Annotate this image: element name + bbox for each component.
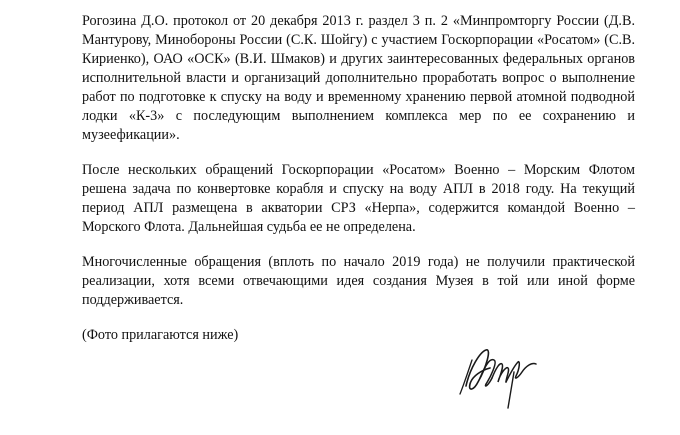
paragraph-protocol: Рогозина Д.О. протокол от 20 декабря 2013 г. раздел 3 п. 2 «Минпромторгу России (Д.В. Мантурову, Минобороны России (С.К. Шойгу) с участием Госкорпорации «Росатом» (С.В. Кириенко), ОАО «ОСК» (В.И. Шмаков) и других заинтересованных федеральных органов исполнительной власти и организаций дополнительно проработать вопрос о выполнение работ по подготовке к спуску на воду и временному хранению первой атомной подводной лодки «К-3» с последующим выполнением комплекса мер по ее сохранению и музеефикации». [82, 13, 635, 143]
signature-icon [456, 338, 544, 410]
paragraph-conversion: После нескольких обращений Госкорпорации «Росатом» Военно – Морским Флотом решена задача по конвертовке корабля и спуску на воду АПЛ в 2018 году. На текущий период АПЛ размещена в акватории СРЗ «Нерпа», содержится командой Военно – Морского Флота. Дальнейшая судьба ее не определена. [82, 162, 635, 235]
document-body [82, 12, 635, 361]
photo-note: (Фото прилагаются ниже) [82, 327, 239, 343]
paragraph-appeals: Многочисленные обращения (вплоть по начало 2019 года) не получили практической реализации, хотя всеми отвечающими идея создания Музея в той или иной форме поддерживается. [82, 254, 635, 308]
